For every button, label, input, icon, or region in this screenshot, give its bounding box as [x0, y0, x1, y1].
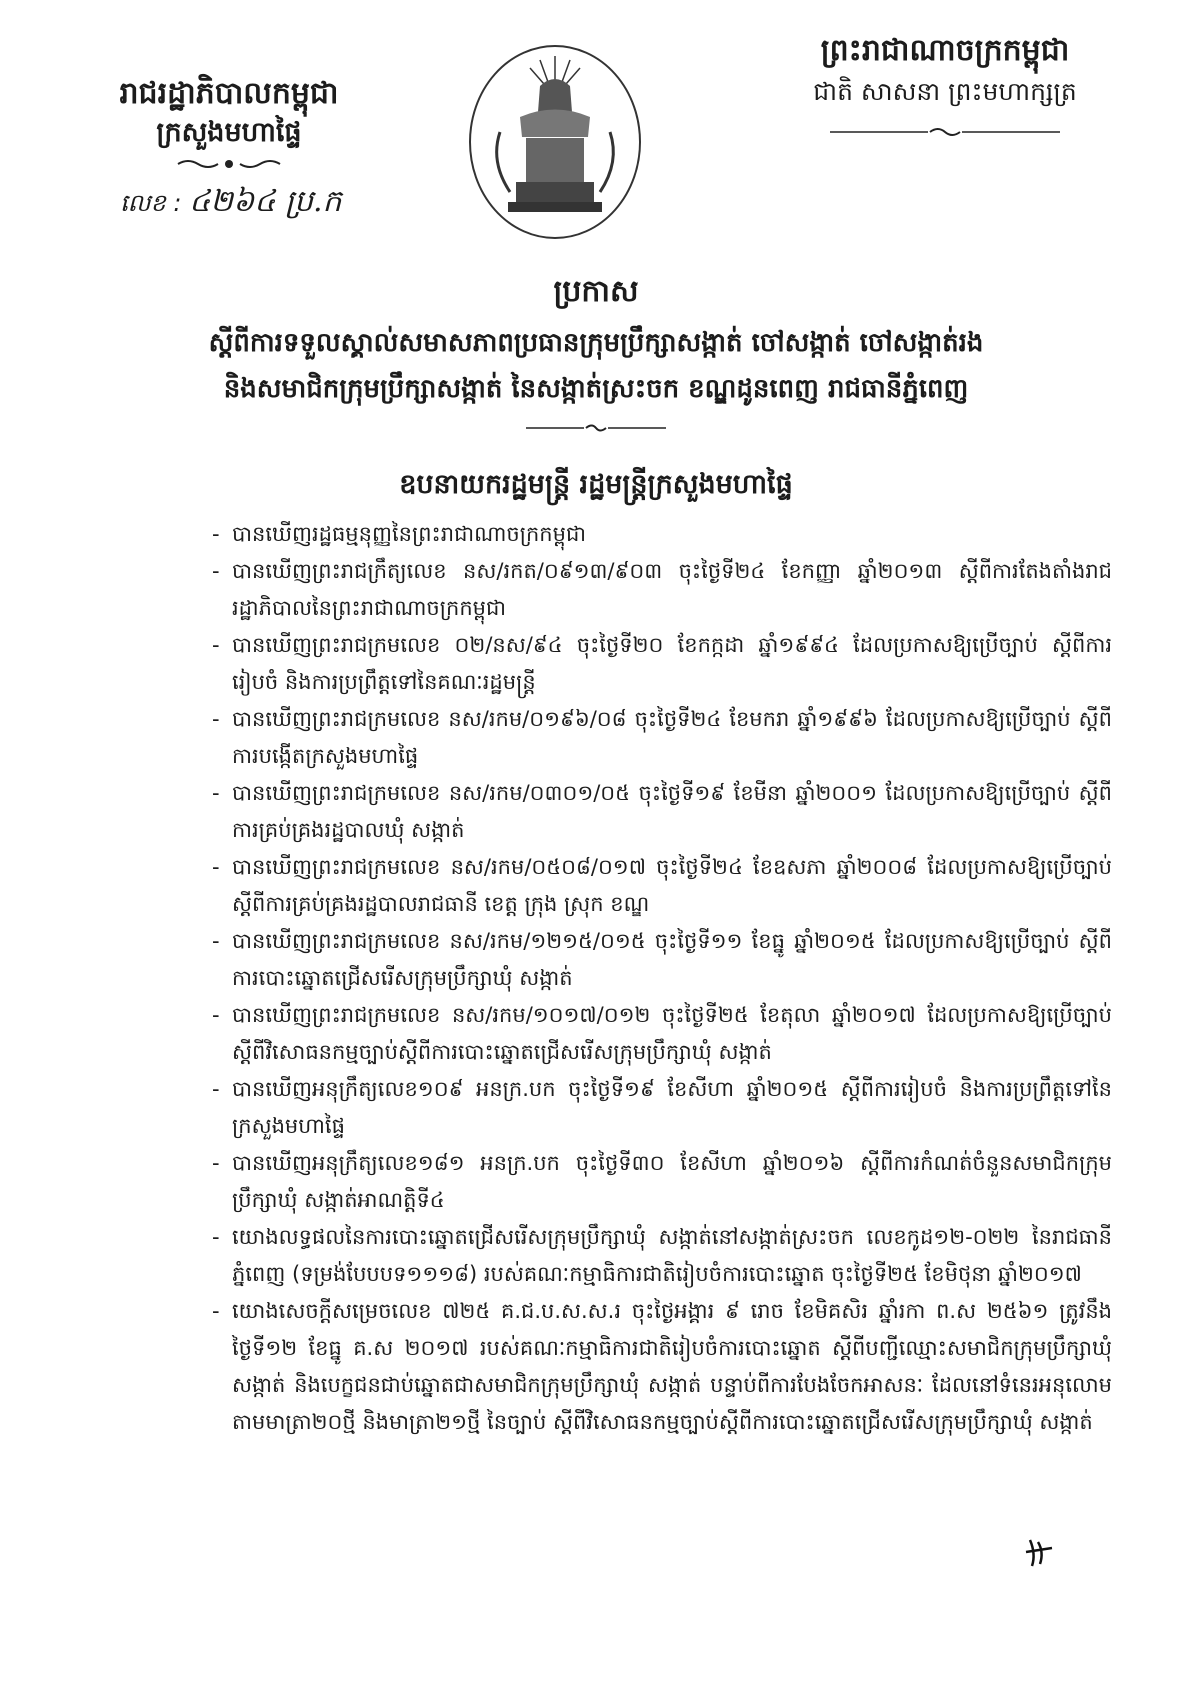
national-motto: ជាតិ សាសនា ព្រះមហាក្សត្រ — [813, 77, 1077, 106]
list-item: - យោងលទ្ធផលនៃការបោះឆ្នោតជ្រើសរើសក្រុមប្រឹក្សាឃុំ សង្កាត់នៅសង្កាត់ស្រះចក លេខកូដ១២-០២២ នៃរាជធានីភ្នំពេញ (ទម្រង់បែបបទ១១១៨) របស់គណៈកម្មាធិការជាតិរៀបចំការបោះឆ្នោត ចុះថ្ងៃទី២៥ ខែមិថុនា ឆ្នាំ២០១៧ — [212, 1219, 1112, 1293]
list-item: - បានឃើញព្រះរាជក្រឹត្យលេខ នស/រកត/០៩១៣/៩០៣ ចុះថ្ងៃទី២៤ ខែកញ្ញា ឆ្នាំ២០១៣ ស្ដីពីការតែងតាំងរាជរដ្ឋាភិបាលនៃព្រះរាជាណាចក្រកម្ពុជា — [212, 553, 1112, 627]
list-item: - បានឃើញព្រះរាជក្រមលេខ នស/រកម/០៣០១/០៥ ចុះថ្ងៃទី១៩ ខែមីនា ឆ្នាំ២០០១ ដែលប្រកាសឱ្យប្រើច្បាប់ ស្ដីពីការគ្រប់គ្រងរដ្ឋបាលឃុំ សង្កាត់ — [212, 775, 1112, 849]
subject-line-2: និងសមាជិកក្រុមប្រឹក្សាសង្កាត់ នៃសង្កាត់ស្រះចក ខណ្ឌដូនពេញ រាជធានីភ្នំពេញ — [223, 374, 969, 404]
list-item: - បានឃើញរដ្ឋធម្មនុញ្ញនៃព្រះរាជាណាចក្រកម្ពុជា — [212, 516, 1112, 553]
government-name: រាជរដ្ឋាភិបាលកម្ពុជា — [119, 76, 339, 111]
reference-number-line — [120, 182, 342, 226]
reference-label: លេខ : — [120, 189, 182, 217]
list-item: - បានឃើញព្រះរាជក្រមលេខ ០២/នស/៩៤ ចុះថ្ងៃទី២០ ខែកក្កដា ឆ្នាំ១៩៩៤ ដែលប្រកាសឱ្យប្រើច្បាប់ ស្ដីពីការរៀបចំ និងការប្រព្រឹត្តទៅនៃគណៈរដ្ឋមន្ត្រី — [212, 627, 1112, 701]
list-item: - បានឃើញព្រះរាជក្រមលេខ នស/រកម/១០១៧/០១២ ចុះថ្ងៃទី២៥ ខែតុលា ឆ្នាំ២០១៧ ដែលប្រកាសឱ្យប្រើច្បាប់ ស្ដីពីវិសោធនកម្មច្បាប់ស្ដីពីការបោះឆ្នោតជ្រើសរើសក្រុមប្រឹក្សាឃុំ សង្កាត់ — [212, 997, 1112, 1071]
ornament-icon — [174, 156, 284, 172]
document-type: ប្រកាស — [553, 274, 639, 309]
ornament-divider-icon — [830, 126, 1060, 138]
list-item: - បានឃើញអនុក្រឹត្យលេខ១៨១ អនក្រ.បក ចុះថ្ងៃទី៣០ ខែសីហា ឆ្នាំ២០១៦ ស្ដីពីការកំណត់ចំនួនសមាជិកក្រុមប្រឹក្សាឃុំ សង្កាត់អាណត្តិទី៤ — [212, 1145, 1112, 1219]
document-subject — [120, 320, 1072, 412]
kingdom-name: ព្រះរាជាណាចក្រកម្ពុជា — [820, 33, 1070, 68]
list-item: - បានឃើញព្រះរាជក្រមលេខ នស/រកម/០៥០៨/០១៧ ចុះថ្ងៃទី២៤ ខែឧសភា ឆ្នាំ២០០៨ ដែលប្រកាសឱ្យប្រើច្បាប់ ស្ដីពីការគ្រប់គ្រងរដ្ឋបាលរាជធានី ខេត្ត ក្រុង ស្រុក ខណ្ឌ — [212, 849, 1112, 923]
ministry-header — [64, 74, 394, 172]
list-item: - យោងសេចក្ដីសម្រេចលេខ ៧២៥ គ.ជ.ប.ស.ស.រ ចុះថ្ងៃអង្គារ ៩ រោច ខែមិគសិរ ឆ្នាំរកា ព.ស ២៥៦១ ត្រូវនឹងថ្ងៃទី១២ ខែធ្នូ គ.ស ២០១៧ របស់គណៈកម្មាធិការជាតិរៀបចំការបោះឆ្នោត ស្ដីពីបញ្ជីឈ្មោះសមាជិកក្រុមប្រឹក្សាឃុំ សង្កាត់ និងបេក្ខជនជាប់ឆ្នោតជាសមាជិកក្រុមប្រឹក្សាឃុំ សង្កាត់ បន្ទាប់ពីការបែងចែកអាសនៈ ដែលនៅទំនេរអនុលោមតាមមាត្រា២០ថ្មី និងមាត្រា២១ថ្មី នៃច្បាប់ ស្ដីពីវិសោធនកម្មច្បាប់ស្ដីពីការបោះឆ្នោតជ្រើសរើសក្រុមប្រឹក្សាឃុំ សង្កាត់ — [212, 1293, 1112, 1441]
issuer-title: ឧបនាយករដ្ឋមន្ត្រី រដ្ឋមន្ត្រីក្រសួងមហាផ្ទៃ — [399, 469, 793, 500]
list-item: - បានឃើញព្រះរាជក្រមលេខ នស/រកម/០១៩៦/០៨ ចុះថ្ងៃទី២៤ ខែមករា ឆ្នាំ១៩៩៦ ដែលប្រកាសឱ្យប្រើច្បាប់ ស្ដីពីការបង្កើតក្រសួងមហាផ្ទៃ — [212, 701, 1112, 775]
ministry-name: ក្រសួងមហាផ្ទៃ — [156, 117, 302, 148]
list-item: - បានឃើញព្រះរាជក្រមលេខ នស/រកម/១២១៥/០១៥ ចុះថ្ងៃទី១១ ខែធ្នូ ឆ្នាំ២០១៥ ដែលប្រកាសឱ្យប្រើច្បាប់ ស្ដីពីការបោះឆ្នោតជ្រើសរើសក្រុមប្រឹក្សាឃុំ សង្កាត់ — [212, 923, 1112, 997]
kingdom-header — [780, 30, 1110, 138]
list-item: - បានឃើញអនុក្រឹត្យលេខ១០៩ អនក្រ.បក ចុះថ្ងៃទី១៩ ខែសីហា ឆ្នាំ២០១៥ ស្ដីពីការរៀបចំ និងការប្រព្រឹត្តទៅនៃក្រសួងមហាផ្ទៃ — [212, 1071, 1112, 1145]
subject-line-1: ស្ដីពីការទទួលស្គាល់សមាសភាពប្រធានក្រុមប្រឹក្សាសង្កាត់ ចៅសង្កាត់ ចៅសង្កាត់រង — [208, 328, 984, 358]
reference-number: ៤២៦៤ ប្រ.ក — [189, 184, 342, 219]
legal-basis-list — [212, 516, 1112, 1441]
handwritten-initial-icon — [1022, 1536, 1062, 1570]
royal-coat-of-arms-icon — [460, 42, 650, 242]
separator-ornament-icon — [526, 422, 666, 434]
